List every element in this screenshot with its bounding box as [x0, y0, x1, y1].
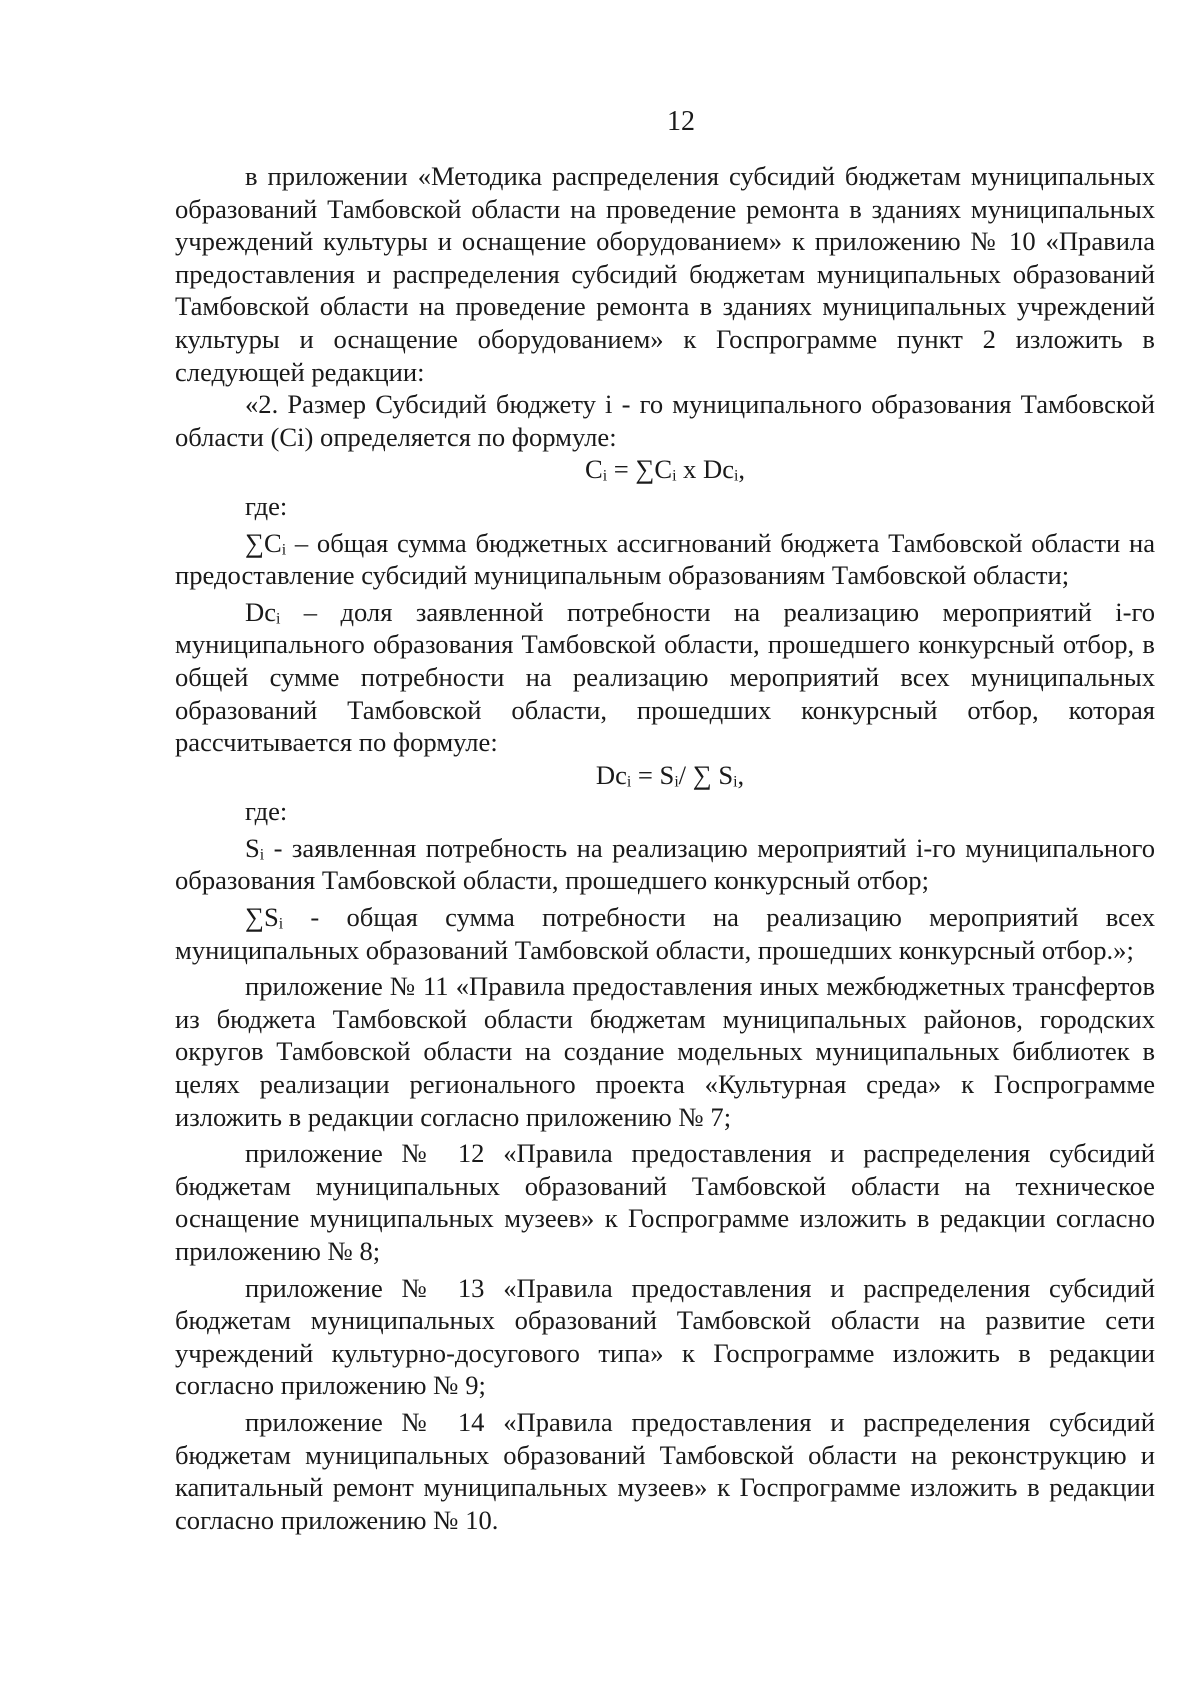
paragraph-appendix-11: приложение № 11 «Правила предоставления иных межбюджетных трансфертов из бюджета Тамбовской области бюджетам муниципальных районов, городских округов Тамбовской области на создание модельных муниципальных библиотек в целях реализации регионального проекта «Культурная среда» к Госпрограмме изложить в редакции согласно приложению № 7;: [175, 971, 1155, 1132]
page-number: 12: [667, 106, 695, 137]
formula-subsidy: Cᵢ = ∑Cᵢ x Dcᵢ,: [584, 454, 746, 485]
paragraph-subsidy-size: «2. Размер Субсидий бюджету i - го муниципального образования Тамбовской области (Ci) определяется по формуле:: [175, 389, 1155, 452]
where-label-2: где:: [245, 796, 288, 827]
paragraph-dci-definition: Dcᵢ – доля заявленной потребности на реализацию мероприятий i-го муниципального образования Тамбовской области, прошедшего конкурсный отбор, в общей сумме потребности на реализацию мероприятий всех муниципальных образований Тамбовской области, прошедших конкурсный отбор, которая рассчитывается по формуле:: [175, 596, 1155, 758]
paragraph-methodology-amendment: в приложении «Методика распределения субсидий бюджетам муниципальных образований Тамбовской области на проведение ремонта в зданиях муниципальных учреждений культуры и оснащение оборудованием» к приложению № 10 «Правила предоставления и распределения субсидий бюджетам муниципальных образований Тамбовской области на проведение ремонта в зданиях муниципальных учреждений культуры и оснащение оборудованием» к Госпрограмме пункт 2 изложить в следующей редакции:: [175, 161, 1155, 387]
paragraph-appendix-14: приложение № 14 «Правила предоставления и распределения субсидий бюджетам муниципальных образований Тамбовской области на реконструкцию и капитальный ремонт муниципальных музеев» к Госпрограмме изложить в редакции согласно приложению № 10.: [175, 1406, 1155, 1535]
document-body: [175, 160, 1155, 1536]
paragraph-appendix-13: приложение № 13 «Правила предоставления и распределения субсидий бюджетам муниципальных образований Тамбовской области на развитие сети учреждений культурно-досугового типа» к Госпрограмме изложить в редакции согласно приложению № 9;: [175, 1272, 1155, 1401]
paragraph-appendix-12: приложение № 12 «Правила предоставления и распределения субсидий бюджетам муниципальных образований Тамбовской области на техническое оснащение муниципальных музеев» к Госпрограмме изложить в редакции согласно приложению № 8;: [175, 1138, 1155, 1266]
paragraph-sum-si-definition: ∑Sᵢ - общая сумма потребности на реализацию мероприятий всех муниципальных образований Тамбовской области, прошедших конкурсный отбор.»;: [175, 902, 1155, 965]
formula-share: Dcᵢ = Sᵢ/ ∑ Sᵢ,: [595, 759, 745, 790]
paragraph-si-definition: Sᵢ - заявленная потребность на реализацию мероприятий i-го муниципального образования Тамбовской области, прошедшего конкурсный отбор;: [175, 832, 1155, 896]
paragraph-sum-ci-definition: ∑Cᵢ – общая сумма бюджетных ассигнований бюджета Тамбовской области на предоставление субсидий муниципальным образованиям Тамбовской области;: [175, 527, 1155, 591]
where-label-1: где:: [245, 490, 288, 521]
